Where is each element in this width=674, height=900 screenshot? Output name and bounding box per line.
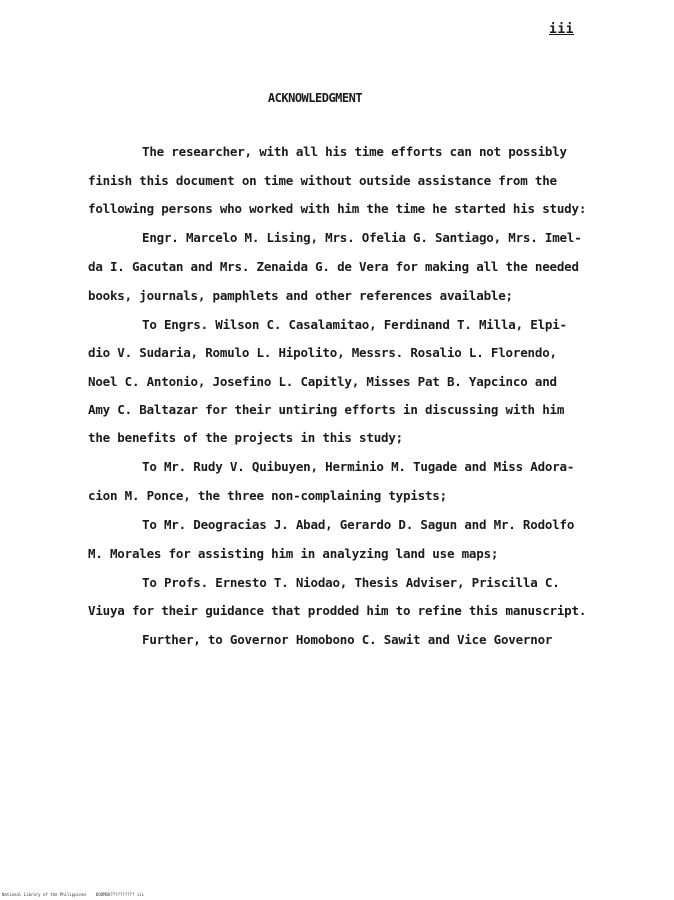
paragraph-line: dio V. Sudaria, Romulo L. Hipolito, Messrs. Rosalio L. Florendo, — [88, 345, 557, 360]
paragraph-line: the benefits of the projects in this study; — [88, 430, 404, 445]
page-title: ACKNOWLEDGMENT — [267, 91, 363, 105]
paragraph-line: To Mr. Deogracias J. Abad, Gerardo D. Sagun and Mr. Rodolfo — [142, 517, 575, 532]
paragraph-line: Noel C. Antonio, Josefino L. Capitly, Misses Pat B. Yapcinco and — [88, 374, 557, 389]
paragraph-line: cion M. Ponce, the three non-complaining typists; — [88, 488, 447, 503]
paragraph-line: To Mr. Rudy V. Quibuyen, Herminio M. Tugade and Miss Adora- — [142, 459, 575, 474]
paragraph-line: M. Morales for assisting him in analyzing land use maps; — [88, 546, 499, 561]
paragraph-line: da I. Gacutan and Mrs. Zenaida G. de Vera for making all the needed — [88, 259, 579, 274]
page-number: iii — [549, 22, 574, 37]
paragraph-line: Amy C. Baltazar for their untiring efforts in discussing with him — [88, 402, 565, 417]
paragraph-line: To Engrs. Wilson C. Casalamitao, Ferdinand T. Milla, Elpi- — [142, 317, 567, 332]
paragraph-line: finish this document on time without outside assistance from the — [88, 173, 557, 188]
paragraph-line: To Profs. Ernesto T. Niodao, Thesis Adviser, Priscilla C. — [142, 575, 560, 590]
paragraph-line: Viuya for their guidance that prodded him to refine this manuscript. — [88, 603, 587, 618]
footer-note: National Library of the Philippines BOOMOO?????????? iii — [2, 892, 145, 897]
paragraph-line: following persons who worked with him the time he started his study: — [88, 201, 587, 216]
paragraph-line: books, journals, pamphlets and other references available; — [88, 288, 513, 303]
paragraph-line: Further, to Governor Homobono C. Sawit and Vice Governor — [142, 632, 553, 647]
paragraph-line: The researcher, with all his time efforts can not possibly — [142, 144, 567, 159]
paragraph-line: Engr. Marcelo M. Lising, Mrs. Ofelia G. Santiago, Mrs. Imel- — [142, 230, 582, 245]
